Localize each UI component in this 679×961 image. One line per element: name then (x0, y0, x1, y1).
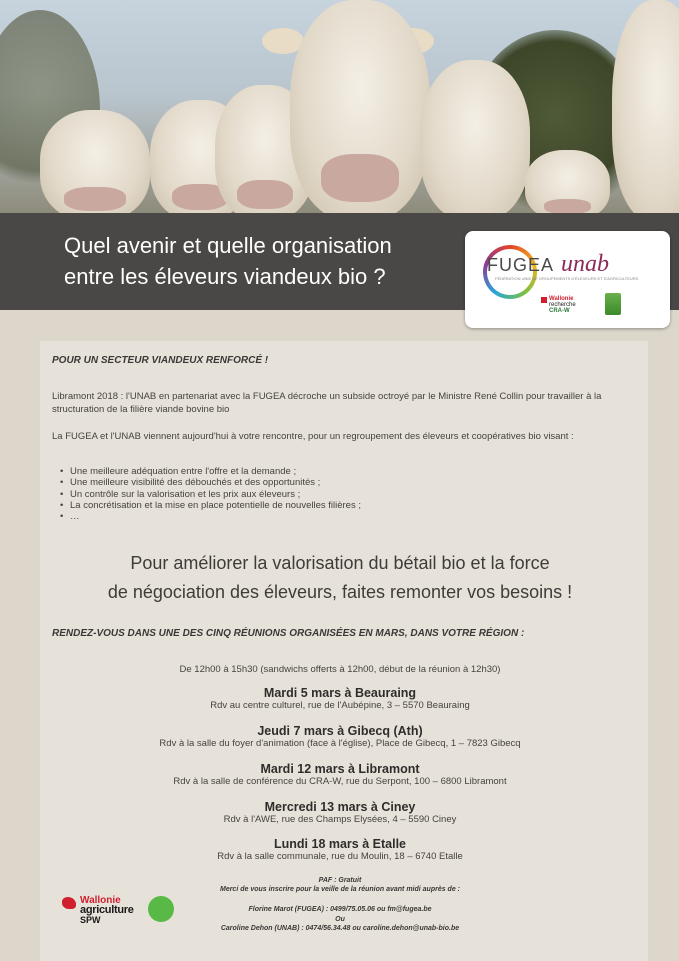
cow-5 (420, 60, 530, 213)
intro-paragraph-1: Libramont 2018 : l'UNAB en partenariat avec la FUGEA décroche un subside octroyé par le Ministre René Collin pour travailler à la structuration de la filière viande bovine bio (52, 391, 602, 415)
intro-section (52, 355, 612, 366)
wallonie-text: Wallonie (549, 296, 574, 302)
register-text: Merci de vous inscrire pour la veille de la réunion avant midi auprès de : (219, 886, 461, 893)
meeting-address: Rdv au centre culturel, rue de l'Aubépine, 3 – 5570 Beauraing (210, 700, 470, 711)
list-item: • Une meilleure visibilité des débouchés et des opportunités ; (70, 477, 620, 488)
slogan (40, 549, 640, 607)
biowallonie-icon (605, 293, 621, 315)
meeting-4 (40, 800, 640, 825)
cow-4-center (290, 0, 430, 213)
contact-unab: Caroline Dehon (UNAB) : 0474/56.34.48 ou caroline.dehon@unab-bio.be (220, 925, 460, 932)
slogan-line-1: Pour améliorer la valorisation du bétail bio et la force (130, 553, 550, 573)
paf-text: PAF : Gratuit (318, 877, 362, 884)
list-item: • La concrétisation et la mise en place potentielle de nouvelles filières ; (70, 500, 620, 511)
slogan-line-2: de négociation des éleveurs, faites remonter vos besoins ! (107, 582, 573, 602)
goals-list-wrap (60, 466, 620, 522)
wallonie-text: Wallonie (80, 895, 121, 906)
meetings-schedule: De 12h00 à 15h30 (sandwichs offerts à 12h00, début de la réunion à 12h30) (179, 664, 501, 675)
partner-logos-card (465, 231, 670, 328)
meeting-date: Lundi 18 mars à Etalle (274, 837, 406, 851)
meeting-date: Jeudi 7 mars à Gibecq (Ath) (257, 724, 423, 738)
meetings-heading: RENDEZ-VOUS DANS UNE DES CINQ RÉUNIONS ORGANISÉES EN MARS, DANS VOTRE RÉGION : (52, 628, 525, 639)
recherche-text: recherche (549, 302, 576, 308)
wallonie-cock-icon (541, 297, 547, 303)
cow-7-right (612, 0, 679, 213)
list-item: • Une meilleure adéquation entre l'offre et la demande ; (70, 466, 620, 477)
meeting-address: Rdv à l'AWE, rue des Champs Elysées, 4 – 5590 Ciney (223, 814, 457, 825)
meeting-date: Mardi 5 mars à Beauraing (263, 686, 417, 700)
meeting-date: Mercredi 13 mars à Ciney (264, 800, 416, 814)
goals-list (60, 466, 620, 522)
intro-para-2-wrap (52, 430, 612, 443)
meetings-heading-wrap (52, 628, 612, 639)
meeting-5 (40, 837, 640, 862)
spw-text: SPW (80, 915, 101, 925)
cow-1 (40, 110, 150, 213)
cow-6 (525, 150, 610, 213)
fugea-logo: FUGEA (487, 255, 555, 275)
intro-heading: POUR UN SECTEUR VIANDEUX RENFORCÉ ! (52, 355, 269, 366)
agriculture-text: agriculture (80, 904, 134, 916)
page-title (64, 230, 464, 292)
fugea-tagline: FÉDÉRATION UNIE DE GROUPEMENTS D'ÉLEVEURS ET D'AGRICULTEURS (495, 276, 639, 281)
green-partner-logo-icon (148, 896, 174, 922)
intro-paragraph-2: La FUGEA et l'UNAB viennent aujourd'hui à votre rencontre, pour un regroupement des éleveurs et coopératives bio visant : (52, 431, 574, 442)
wallonie-agriculture-logo (62, 895, 142, 929)
contact-fugea: Florine Marot (FUGEA) : 0499/75.05.06 ou fm@fugea.be (248, 906, 432, 913)
craw-text: CRA-W (549, 308, 570, 314)
meeting-address: Rdv à la salle de conférence du CRA-W, rue du Serpont, 100 – 6800 Libramont (173, 776, 507, 787)
intro-para-1-wrap (52, 390, 612, 416)
meeting-3 (40, 762, 640, 787)
wallonie-recherche-logo (541, 297, 589, 317)
wallonie-cock-icon (62, 897, 76, 909)
list-item: • Un contrôle sur la valorisation et les prix aux éleveurs ; (70, 489, 620, 500)
meeting-address: Rdv à la salle du foyer d'animation (face à l'église), Place de Gibecq, 1 – 7823 Gibecq (159, 738, 521, 749)
hero-photo (0, 0, 679, 213)
meeting-2 (40, 724, 640, 749)
title-line-2: entre les éleveurs viandeux bio ? (64, 264, 386, 289)
list-item: • … (70, 511, 620, 522)
meeting-address: Rdv à la salle communale, rue du Moulin, 18 – 6740 Etalle (217, 851, 463, 862)
title-line-1: Quel avenir et quelle organisation (64, 233, 392, 258)
meeting-date: Mardi 12 mars à Libramont (260, 762, 420, 776)
meeting-1 (40, 686, 640, 711)
contact-or: Ou (335, 916, 345, 923)
unab-logo: unab (561, 251, 609, 277)
